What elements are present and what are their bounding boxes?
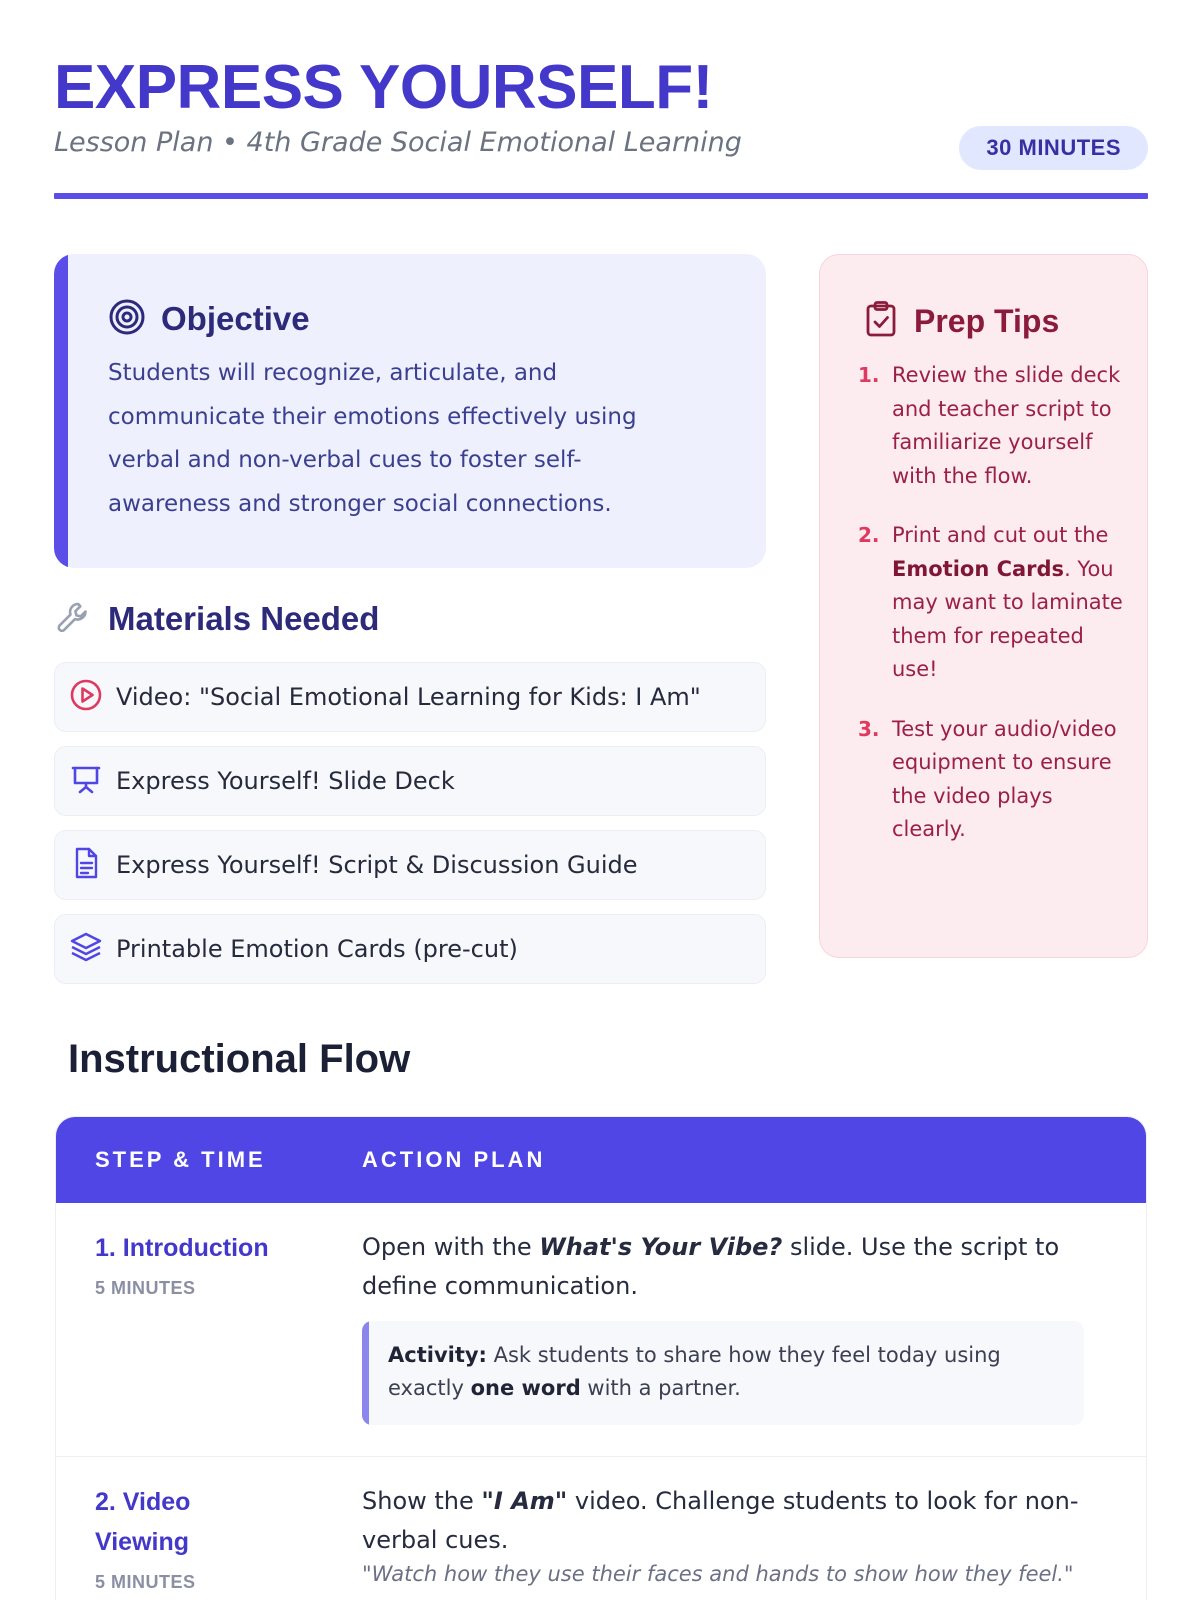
objective-card bbox=[54, 254, 766, 568]
prep-tips-header bbox=[864, 300, 1059, 342]
header-divider bbox=[54, 193, 1148, 199]
prep-tip-text: . You may want to laminate them for repeated use! bbox=[892, 556, 1123, 681]
instructional-flow-title: Instructional Flow bbox=[68, 1037, 411, 1081]
slide-name: What's Your Vibe? bbox=[539, 1233, 783, 1261]
activity-label: Activity: bbox=[388, 1343, 487, 1367]
table-row bbox=[56, 1458, 1147, 1600]
page-subtitle: Lesson Plan • 4th Grade Social Emotional Learning bbox=[54, 127, 742, 158]
teacher-quote: "Watch how they use their faces and hands to show how they feel." bbox=[362, 1562, 1074, 1586]
wrench-icon bbox=[54, 598, 92, 640]
activity-emphasis: one word bbox=[470, 1376, 581, 1400]
activity-text: with a partner. bbox=[580, 1376, 741, 1400]
prep-tip-item bbox=[858, 519, 1128, 687]
step-time: 5 MINUTES bbox=[95, 1572, 196, 1592]
video-name: "I Am" bbox=[481, 1487, 568, 1515]
layers-icon bbox=[69, 930, 103, 968]
material-item bbox=[54, 914, 766, 984]
action-text-part: slide. Use the script to define communication. bbox=[362, 1233, 1060, 1300]
table-row bbox=[56, 1203, 1147, 1457]
prep-tip-number: 2. bbox=[858, 523, 880, 547]
action-text-part: Open with the bbox=[362, 1233, 540, 1261]
prep-tip-item bbox=[858, 359, 1128, 493]
presentation-icon bbox=[69, 762, 103, 800]
prep-tip-number: 3. bbox=[858, 716, 880, 741]
material-item bbox=[54, 746, 766, 816]
objective-text: Students will recognize, articulate, and communicate their emotions effectively using verbal and non-verbal cues to foster self-awareness and stronger social connections. bbox=[108, 360, 637, 517]
action-text bbox=[362, 1228, 1092, 1306]
material-label: Printable Emotion Cards (pre-cut) bbox=[116, 935, 518, 963]
material-label: Express Yourself! Script & Discussion Guide bbox=[116, 851, 638, 879]
material-label: Express Yourself! Slide Deck bbox=[116, 767, 455, 795]
materials-title: Materials Needed bbox=[108, 600, 380, 637]
step-name-line: Viewing bbox=[95, 1528, 190, 1556]
lesson-plan-page bbox=[54, 0, 1148, 1600]
prep-tip-text: Review the slide deck and teacher script to familiarize yourself with the flow. bbox=[892, 363, 1121, 488]
document-icon bbox=[69, 846, 103, 884]
objective-header bbox=[108, 298, 310, 340]
prep-tip-text: Test your audio/video equipment to ensure the video plays clearly. bbox=[892, 716, 1117, 841]
step-time: 5 MINUTES bbox=[95, 1278, 196, 1298]
step-name: 1. Introduction bbox=[95, 1234, 269, 1262]
prep-tip-item bbox=[858, 713, 1128, 847]
material-item bbox=[54, 830, 766, 900]
objective-title: Objective bbox=[161, 300, 310, 337]
column-header-step: STEP & TIME bbox=[95, 1147, 266, 1172]
prep-tips-list bbox=[858, 359, 1128, 873]
action-text-part: video. Challenge students to look for non-verbal cues. bbox=[362, 1487, 1079, 1554]
materials-list bbox=[54, 662, 766, 998]
target-icon bbox=[108, 298, 146, 340]
prep-tips-card bbox=[819, 254, 1148, 958]
table-header bbox=[56, 1117, 1146, 1203]
step-name-line: 2. Video bbox=[95, 1488, 191, 1516]
prep-tips-title: Prep Tips bbox=[914, 302, 1060, 339]
column-header-action: ACTION PLAN bbox=[362, 1147, 546, 1172]
instructional-flow-table bbox=[55, 1116, 1147, 1600]
action-text bbox=[362, 1482, 1092, 1560]
activity-text: Ask students to share how they feel today using exactly bbox=[388, 1343, 1001, 1400]
materials-header bbox=[54, 598, 379, 640]
page-title: EXPRESS YOURSELF! bbox=[54, 53, 713, 122]
action-text-part: Show the bbox=[362, 1487, 482, 1515]
duration-badge: 30 MINUTES bbox=[959, 126, 1148, 170]
step-name bbox=[95, 1482, 190, 1562]
prep-tip-text: Print and cut out the bbox=[892, 523, 1109, 547]
prep-tip-emphasis: Emotion Cards bbox=[892, 556, 1065, 581]
clipboard-check-icon bbox=[864, 300, 898, 342]
material-item bbox=[54, 662, 766, 732]
material-label: Video: "Social Emotional Learning for Kids: I Am" bbox=[116, 683, 701, 711]
activity-callout bbox=[362, 1321, 1084, 1425]
prep-tip-number: 1. bbox=[858, 363, 880, 387]
play-circle-icon bbox=[69, 678, 103, 716]
